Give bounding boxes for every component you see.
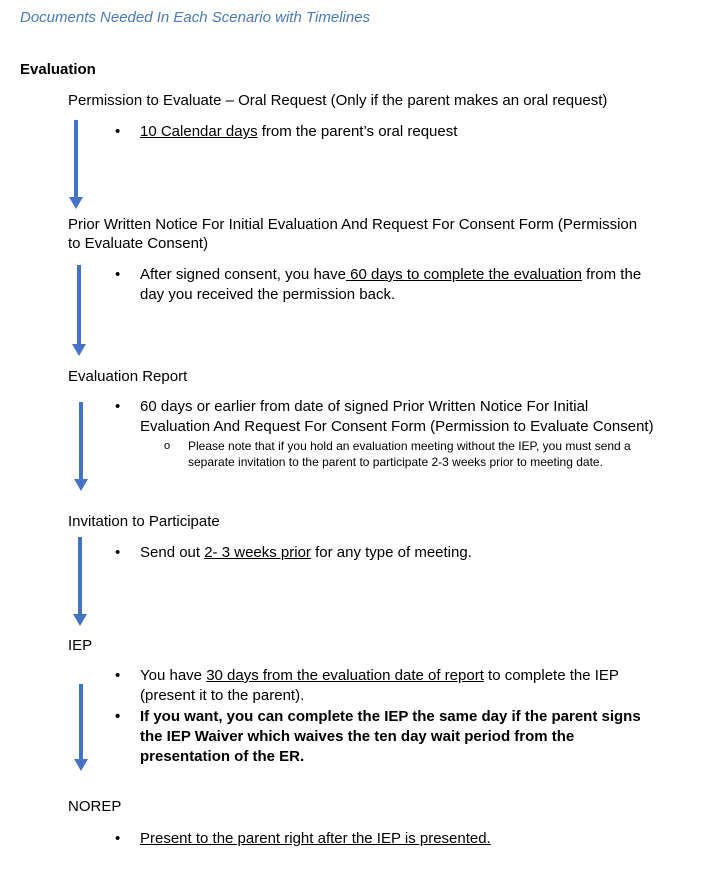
step-permission-oral-request: Permission to Evaluate – Oral Request (Only if the parent makes an oral request): [68, 92, 608, 109]
bullet-icon: •: [115, 708, 121, 725]
section-heading-evaluation: Evaluation: [20, 61, 96, 78]
arrow-down-icon: [68, 120, 84, 210]
step-invitation-to-participate: Invitation to Participate: [68, 513, 220, 530]
bullet-icon: •: [115, 398, 121, 415]
bullet-icon: •: [115, 544, 121, 561]
arrow-down-icon: [72, 537, 88, 627]
step-norep: NOREP: [68, 798, 122, 815]
sub-bullet-icon: o: [164, 440, 171, 452]
step-prior-written-notice: Prior Written Notice For Initial Evaluation And Request For Consent Form (Permission to Evaluate Consent): [68, 216, 638, 252]
bullet-icon: •: [115, 667, 121, 684]
arrow-down-icon: [73, 684, 89, 774]
step-iep: IEP: [68, 637, 93, 654]
document-title: Documents Needed In Each Scenario with Timelines: [20, 9, 371, 26]
step-evaluation-report: Evaluation Report: [68, 368, 188, 385]
bullet-icon: •: [115, 830, 121, 847]
arrow-down-icon: [71, 265, 87, 357]
bullet-icon: •: [115, 266, 121, 283]
arrow-down-icon: [73, 402, 89, 492]
bullet-icon: •: [115, 123, 121, 140]
